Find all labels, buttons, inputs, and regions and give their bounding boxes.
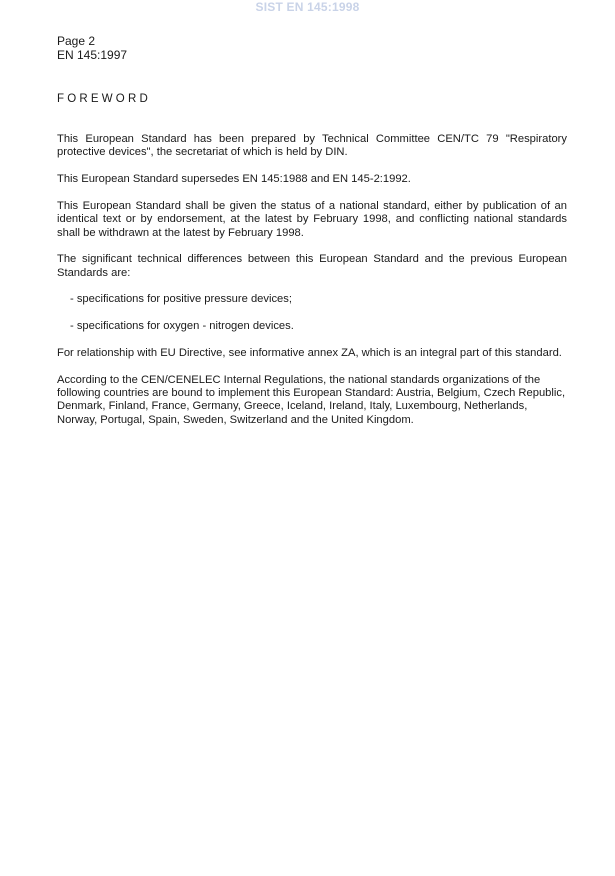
paragraph-differences: The significant technical differences between this European Standard and the previous European Standards are: <box>57 253 567 279</box>
page-number: Page 2 <box>57 34 96 48</box>
paragraph-status: This European Standard shall be given the status of a national standard, either by publication of an identical text or by endorsement, at the latest by February 1998, and conflicting national standards shall be withdrawn at the latest by February 1998. <box>57 199 567 239</box>
paragraph-cen-regulations: According to the CEN/CENELEC Internal Regulations, the national standards organizations of the following countries are bound to implement this European Standard: Austria, Belgium, Czech Republic, Denmark, Finland, France, Germany, Greece, Iceland, Ireland, Italy, Luxembourg, Netherlands, Norway, Portugal, Spain, Sweden, Switzerland and the United Kingdom. <box>57 373 566 426</box>
standard-number: EN 145:1997 <box>57 48 128 62</box>
section-title: FOREWORD <box>57 93 151 105</box>
list-item: - specifications for positive pressure devices; <box>70 293 292 306</box>
paragraph-prepared-by: This European Standard has been prepared by Technical Committee CEN/TC 79 "Respiratory protective devices", the secretariat of which is held by DIN. <box>57 133 567 159</box>
document-body <box>57 133 567 427</box>
page-header <box>57 34 127 62</box>
watermark-text: SIST EN 145:1998 <box>255 0 360 14</box>
list-item: - specifications for oxygen - nitrogen devices. <box>70 320 294 333</box>
paragraph-supersedes: This European Standard supersedes EN 145:1988 and EN 145-2:1992. <box>57 173 411 186</box>
paragraph-eu-directive: For relationship with EU Directive, see informative annex ZA, which is an integral part of this standard. <box>57 346 562 359</box>
